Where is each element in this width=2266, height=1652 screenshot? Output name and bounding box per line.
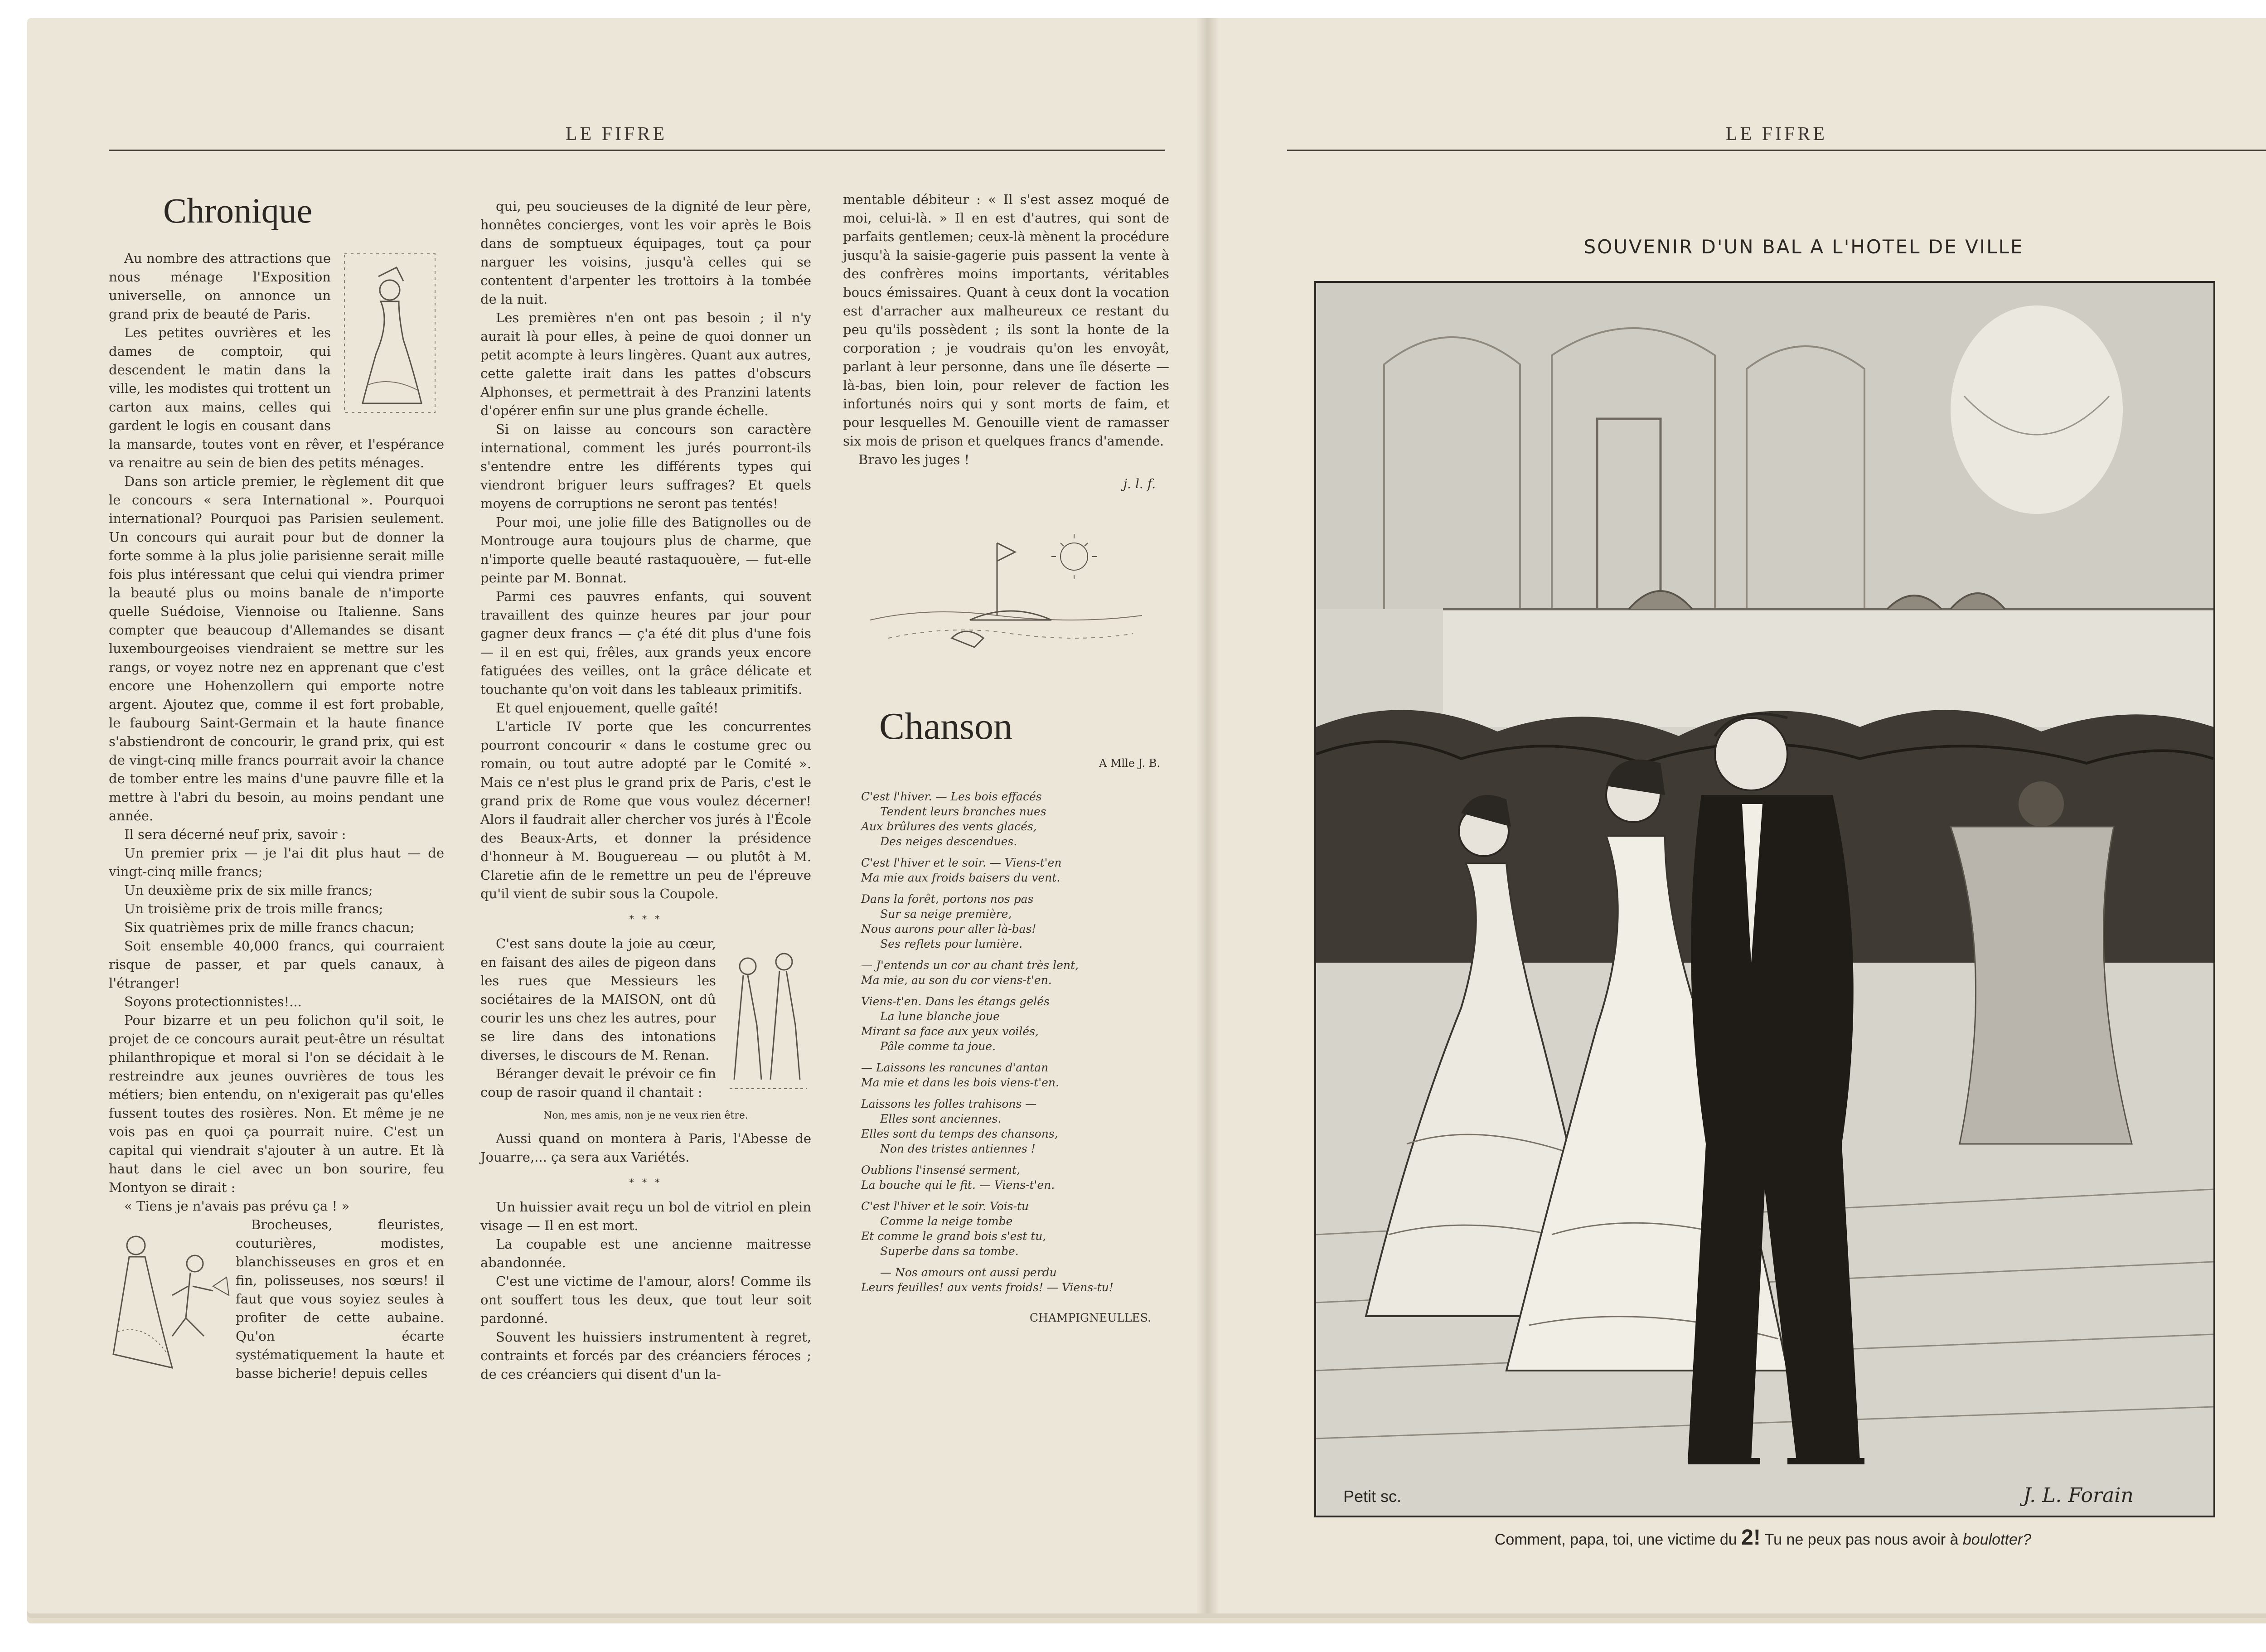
chronique-heading: Chronique <box>163 191 313 230</box>
column-2 <box>480 197 811 1384</box>
island-sketch <box>861 502 1151 674</box>
verse-line: Elles sont du temps des chansons, <box>861 1127 1058 1140</box>
stanza <box>861 1096 1169 1156</box>
paragraph: L'article IV porte que les concurrentes pourront concourir « dans le costume grec ou romain, ou tout autre adopté par le Comité ». Mais ce n'est plus le grand prix de Paris, c'est le grand prix de Rome que vous voulez décerner! Alors il faudrait aller chercher vos jurés à l'École des Beaux-Arts, et donner la présidence d'honneur à M. Bouguereau — ou plutôt à M. Claretie afin de le remettre un peu de l'épreuve qu'il vient de subir sous la Coupole. <box>480 719 811 901</box>
stanza <box>861 958 1169 988</box>
stanza <box>861 1199 1169 1259</box>
verse-line: Des neiges descendues. <box>880 835 1017 848</box>
verse-line: — Nos amours ont aussi perdu <box>880 1266 1057 1279</box>
paragraph: mentable débiteur : « Il s'est assez moqué de moi, celui-là. » Il en est d'autres, qui sont de parfaits gentlemen; ceux-là mènent la procédure jusqu'à la saisie-gagerie puis passent la vente à des confrères moins importants, véritables boucs émissaires. Quant à ceux dont la vocation est d'arracher aux malheureux ce restant du peu qu'ils possèdent ; ils sont la honte de la corporation ; je voudrais qu'on les envoyât, parlant à leur personne, dans une île déserte — là-bas, bien loin, pour relever de faction les infortunés noirs qui y sont morts de faim, et pour lesquelles M. Genouille vient de ramasser six mois de prison et quelques francs d'amende. <box>843 192 1169 449</box>
paragraph: Soit ensemble 40,000 francs, qui courraient risque de passer, et par quels canaux, à l'étranger! <box>109 938 444 991</box>
paragraph: « Tiens je n'avais pas prévu ça ! » <box>124 1198 350 1214</box>
verse-line: La lune blanche joue <box>880 1010 1000 1023</box>
verse-line: Pâle comme ta joue. <box>880 1040 996 1053</box>
paragraph: Si on laisse au concours son caractère international, comment les jurés pourront-ils s'entendre entre les différents types qui viendront briguer leurs suffrages? Et quels moyens de corruptions ne seront pas tentés! <box>480 421 811 511</box>
verse-line: Leurs feuilles! aux vents froids! — Viens-tu! <box>861 1281 1114 1294</box>
paragraph: Les petites ouvrières et les dames de comptoir, qui descendent le matin dans la ville, les modistes qui trottent un carton aux mains, celles qui gardent le logis en cousant dans la mansarde, toutes vont en rêver, et l'espérance va renaitre au sein de bien des petits ménages. <box>109 325 444 470</box>
verse-line: Superbe dans sa tombe. <box>880 1245 1019 1258</box>
paragraph: C'est une victime de l'amour, alors! Comme ils ont souffert tous les deux, que tout leur soit pardonné. <box>480 1274 811 1326</box>
verse-line: Non des tristes antiennes ! <box>880 1142 1036 1155</box>
chanson-dedication: A Mlle J. B. <box>1099 757 1160 770</box>
engraver-mark: Petit sc. <box>1343 1487 1402 1506</box>
newspaper-spread <box>27 18 2266 1613</box>
stanza <box>861 994 1169 1054</box>
chanson-heading: Chanson <box>879 705 1012 747</box>
caption-number: 2! <box>1741 1526 1761 1550</box>
verse-line: Comme la neige tombe <box>880 1215 1013 1228</box>
chanson-poem <box>843 789 1169 1295</box>
actors-sketch <box>721 935 811 1098</box>
paragraph: Au nombre des attractions que nous ménage l'Exposition universelle, on annonce un grand prix de beauté de Paris. <box>109 251 331 322</box>
paragraph: Dans son article premier, le règlement dit que le concours « sera International ». Pourquoi international? Pourquoi pas Parisien seulement. Un concours qui aurait pour but de donner la forte somme à la plus jolie parisienne serait mille fois plus intéressant que celui qui viendra primer la beauté plus ou moins banale de n'importe quelle Suédoise, Viennoise ou Italienne. Sans compter que beaucoup d'Allemandes se disant luxembourgeoises viendraient se mettre sur les rangs, or voyez notre nez en apprenant que c'est encore une Hohenzollern qui emporte notre argent. Ajoutez que, comme il est fort probable, le faubourg Saint-Germain et la haute finance s'abstiendront de concourir, le grand prix, qui est de vingt-cinq mille francs pourrait avoir la chance de tomber entre les mains d'une pauvre fille et la mettre à l'abri du besoin, au moins pendant une année. <box>109 474 444 824</box>
verse-line: Et comme le grand bois s'est tu, <box>861 1230 1046 1243</box>
left-page <box>73 18 1219 1568</box>
center-gutter <box>1196 18 1219 1613</box>
verse-line: Aux brûlures des vents glacés, <box>861 820 1037 833</box>
verse-line: Ses reflets pour lumière. <box>880 937 1023 950</box>
section-divider: * * * <box>629 913 663 924</box>
paragraph: Les premières n'en ont pas besoin ; il n'y aurait là pour elles, à peine de quoi donner un petit acompte à leurs lingères. Quant aux autres, cette galette irait dans les pattes d'obscurs Alphonses, et permettrait à des Pranzini latents d'opérer enfin sur une plus grande échelle. <box>480 310 811 418</box>
paragraph: Brocheuses, fleuristes, couturières, modistes, blanchisseuses en gros et en fin, polisseuses, nos sœurs! il faut que vous soyiez seules à profiter de cette aubaine. Qu'on écarte systématiquement la haute et basse bicherie! depuis celles <box>236 1217 444 1381</box>
verse-line: Mirant sa face aux yeux voilés, <box>861 1025 1039 1038</box>
paragraph: Aussi quand on montera à Paris, l'Abesse de Jouarre,... ça sera aux Variétés. <box>480 1131 811 1165</box>
verse-line: Sur sa neige première, <box>880 907 1012 920</box>
verse-line: Oublions l'insensé serment, <box>861 1163 1020 1177</box>
paragraph: Un deuxième prix de six mille francs; <box>124 882 373 898</box>
artist-signature: J. L. Forain <box>2023 1484 2134 1507</box>
caption-text-italic: boulotter? <box>1962 1531 2032 1548</box>
verse-line: Ma mie, au son du cor viens-t'en. <box>861 974 1052 987</box>
ballroom-illustration <box>1314 281 2215 1517</box>
paragraph: C'est sans doute la joie au cœur, en faisant des ailes de pigeon dans les rues que Messieurs les sociétaires de la MAISON, ont dû courir les uns chez les autres, pour se lire dans des intonations diverses, le discours de M. Renan. <box>480 936 716 1063</box>
verse-line: Nous aurons pour aller là-bas! <box>861 922 1036 935</box>
right-page <box>1251 18 2266 1568</box>
section-divider: * * * <box>629 1177 663 1187</box>
illustration-title: SOUVENIR D'UN BAL A L'HOTEL DE VILLE <box>1583 236 2024 258</box>
verse-line: Ma mie aux froids baisers du vent. <box>861 871 1060 884</box>
paragraph: Bravo les juges ! <box>858 452 970 467</box>
running-head-right: LE FIFRE <box>1725 124 1828 145</box>
verse-line: — J'entends un cor au chant très lent, <box>861 959 1079 972</box>
stanza <box>861 891 1169 951</box>
illustration-caption <box>1355 1525 2171 1550</box>
paragraph: Parmi ces pauvres enfants, qui souvent travaillent des quinze heures par jour pour gagner deux francs — ç'a été dit plus d'une fois — il en est qui, frêles, aux grands yeux encore fatiguées des veilles, ont la grâce délicate et touchante qu'on voit dans les tableaux primitifs. <box>480 589 811 697</box>
verse-line: Ma mie et dans les bois viens-t'en. <box>861 1076 1059 1089</box>
verse-line: Tendent leurs branches nues <box>880 805 1046 818</box>
verse-line: Dans la forêt, portons nos pas <box>861 892 1034 906</box>
verse-line: Viens-t'en. Dans les étangs gelés <box>861 995 1050 1008</box>
column-1 <box>109 190 444 1390</box>
paragraph: Soyons protectionnistes!... <box>124 994 302 1009</box>
stanza <box>861 1163 1169 1192</box>
paragraph: Il sera décerné neuf prix, savoir : <box>124 827 346 842</box>
lady-sketch <box>335 249 444 417</box>
paragraph: Béranger devait le prévoir ce fin coup de rasoir quand il chantait : <box>480 1066 716 1100</box>
paragraph: Six quatrièmes prix de mille francs chacun; <box>124 920 415 935</box>
running-head-left: LE FIFRE <box>565 124 668 145</box>
paragraph: Pour moi, une jolie fille des Batignolles ou de Montrouge aura toujours plus de charme, que n'importe quelle beauté rastaquouère, — fut-elle peinte par M. Bonnat. <box>480 514 811 586</box>
paragraph: Un troisième prix de trois mille francs; <box>124 901 383 916</box>
paragraph: La coupable est une ancienne maitresse abandonnée. <box>480 1236 811 1270</box>
stanza <box>861 1265 1169 1295</box>
paragraph: Souvent les huissiers instrumentent à regret, contraints et forcés par des créanciers féroces ; de ces créanciers qui disent d'un la- <box>480 1329 811 1382</box>
stanza <box>861 1060 1169 1090</box>
verse-line: Laissons les folles trahisons — <box>861 1097 1037 1110</box>
chanson-author: CHAMPIGNEULLES. <box>1029 1311 1151 1324</box>
paragraph: Et quel enjouement, quelle gaîté! <box>496 700 719 716</box>
paragraph: Un premier prix — je l'ai dit plus haut — de vingt-cinq mille francs; <box>109 845 444 879</box>
paragraph: Pour bizarre et un peu folichon qu'il soit, le projet de ce concours aurait peut-être un résultat philanthropique et moral si l'on se décidait à le restreindre aux jeunes ouvrières de tous les métiers; bien entendu, on n'exigerait pas qu'elles fussent toutes des rosières. Non. Et même je ne vois pas en quoi ça pourrait nuire. C'est un capital qui viendrait s'ajouter à un autre. Et là haut dans le ciel avec un bon sourire, feu Montyon se dirait : <box>109 1013 444 1195</box>
header-rule-left <box>109 150 1165 151</box>
verse-line: Elles sont anciennes. <box>880 1112 1002 1125</box>
verse-line: C'est l'hiver. — Les bois effacés <box>861 790 1042 803</box>
caption-text-start: Comment, papa, toi, une victime du <box>1494 1531 1742 1548</box>
verse-line: — Laissons les rancunes d'antan <box>861 1061 1049 1074</box>
stanza <box>861 855 1169 885</box>
verse-line: La bouche qui le fit. — Viens-t'en. <box>861 1178 1055 1192</box>
verse-line: C'est l'hiver et le soir. Vois-tu <box>861 1200 1029 1213</box>
caption-text-middle: Tu ne peux pas nous avoir à <box>1760 1531 1963 1548</box>
workers-sketch <box>104 1218 231 1390</box>
header-rule-right <box>1287 150 2266 151</box>
column-3 <box>843 190 1169 1327</box>
beranger-quote: Non, mes amis, non je ne veux rien être. <box>543 1110 748 1121</box>
col1-text <box>109 249 444 1383</box>
signature: j. l. f. <box>1123 476 1156 491</box>
paragraph: Un huissier avait reçu un bol de vitriol en plein visage — Il en est mort. <box>480 1199 811 1233</box>
verse-line: C'est l'hiver et le soir. — Viens-t'en <box>861 856 1062 869</box>
paragraph: qui, peu soucieuses de la dignité de leur père, honnêtes concierges, vont les voir après le Bois dans de somptueux équipages, tout ça pour narguer les voisins, jusqu'à celles qui se contentent d'arpenter les trottoirs à la tombée de la nuit. <box>480 199 811 307</box>
stanza <box>861 789 1169 849</box>
